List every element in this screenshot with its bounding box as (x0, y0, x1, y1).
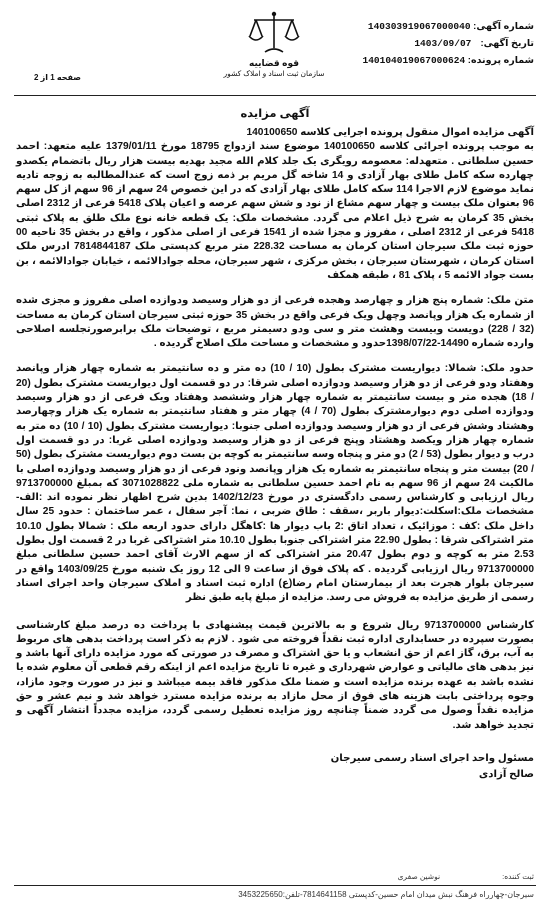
case-number-label: شماره پرونده: (467, 55, 534, 66)
notice-lead: آگهی مزایده اموال منقول پرونده اجرایی کلاسه 140100650 (246, 127, 534, 138)
case-number: 140104019067000624 (362, 55, 466, 66)
footer-registrar (16, 872, 534, 881)
scales-of-justice-icon (245, 10, 303, 56)
notice-paragraph-debtor: به موجب پرونده اجرائی کلاسه 140100650 موضوع سند ازدواج 18795 مورخ 1379/01/11 علیه متعهد: احمد حسین سلطانی . متعهدله: معصومه رویگری یک جلد کلام الله مجید بهدیه بیست هزار ریال باتضمام یکصدو چهارده سکه کامل طلای بهار آزادی و 14 شاخه گل مریم بر ذمه زوج است که عندالمطالبه به زوجه تادیه نماید موضوع لازم الاجرا 114 سکه کامل طلای بهار آزادی که در این خصوص 24 سهم از 96 سهم از کل سهم 96 بعنوان ملک بیست و چهار سهم مشاع از نود و شش سهم عرصه و اعیان پلاک 5418 فرعی از 2312 اصلی بخش 35 کرمان به شرح ذیل اعلام می گردد. مشخصات ملک: یک قطعه خانه نوع ملک طلق به پلاک ثبتی 5418 فرعی از 2312 اصلی ، مفروز و مجزا شده از 1541 فرعی از اصلی مذکور ، واقع در بخش 35 ناحیه 00 حوزه ثبت ملک سیرجان استان کرمان به مساحت 228.32 متر مربع کدپستی ملک 7814844187 ادرس ملک استان کرمان ، شهرستان سیرجان ، بخش مرکزی ، شهر سیرجان، محله جوادالائمه ، خیابان جوادالائمه ، بن بست جواد الائمه 5 ، پلاک 81 ، طبقه همکف (16, 141, 535, 281)
footer-address: سیرجان-چهارراه فرهنگ نبش میدان امام حسین-کدپستی 7814641158-تلفن:3453225650 (238, 890, 534, 899)
ad-date-row (319, 35, 534, 52)
ad-date-label: تاریخ آگهی: (480, 38, 534, 49)
signatory-name: صالح آزادی (478, 768, 534, 780)
org-subtitle: سازمان ثبت اسناد و املاک کشور (223, 69, 325, 78)
notice-paragraph-boundaries: حدود ملک: شمالا: دیواریست مشترک بطول (10 / 10) ده متر و ده سانتیمتر به شماره چهار هزار وپانصد وهفتاد ودو فرعی از دو هزار وسیصد ودوازده اصلی شرقا: در دو قسمت اول دیواریست مشترک بطول (20 / 18) هجده متر و بیست سانتیمتر به شماره چهار هزار وششصد وهفتاد ویک فرعی از دو هزار وسیصد ودوازده اصلی دوم دیوارمشترک بطول (70 / 4) چهار متر و هفتاد سانتیمتر به شماره یک هزار وچهارصد وهشتاد وشش فرعی از دو هزار وسیصد ودوازده اصلی جنوبا: دیواریست مشترک بطول (10 / 10) ده متر به شماره چهار هزار ویکصد وهشتاد وپنج فرعی از دو هزار وسیصد ودوازده اصلی غربا: در دو قسمت اول درب و دیوار بطول (53 / 2) دو متر و پنجاه وسه سانتیمتر به کوچه بن بست دوم دیواریست مشترک بطول (50 / 20) بیست متر و پنجاه سانتیمتر به شماره یک هزار وپانصد ونود فرعی از دو هزار وسیصد ودوازده اصلی با مالکیت 24 سهم از 96 سهم به نام احمد حسین سلطانی به شماره ملی 3071028822 که بمبلغ 9713700000 ریال ارزیابی و کارشناس رسمی دادگستری در مورخ 1402/12/23 بدین شرح اظهار نظر نموده اند :الف-مشخصات ملک:اسکلت:دیوار باربر ،سقف : طاق ضربی ، نما: آجر سفال ، عمر ساختمان : حدود 25 سال داخل ملک :کف : موزائیک ، تعداد اتاق :2 باب دیوار ها :کاهگل دارای حدود اربعه ملک : شمالا بطول 10.10 متر اشتراکی شرقا : بطول 22.90 متر اشتراکی جنوبا بطول 10.10 متر اشتراکی غربا در 2 قسمت اول بطول 2.53 متر به کوچه و دوم بطول 20.47 متر اشتراکی که از سهم الارث آقای احمد حسین سلطانی مبلغ 9713700000 ریال ارزیابی گردیده . که پلاک فوق از ساعت 9 الی 12 روز یک شنبه مورخ 1403/09/25 واقع در سیرجان بلوار هجرت بعد از بیمارستان امام رضا(ع) اداره ثبت اسناد و املاک سیرجان واحد اجرای اسناد رسمی از طریق مزایده به فروش می رسد. مزایده از مبلغ پایه طبق نظر (16, 363, 535, 604)
ad-number: 140303919067000040 (367, 21, 471, 32)
registrar-label: ثبت کننده: (502, 872, 534, 881)
ad-date: 1403/09/07 (414, 38, 472, 49)
notice-title: آگهی مزایده (240, 108, 310, 120)
ad-number-label: شماره آگهی: (473, 21, 534, 32)
notice-metadata (319, 18, 534, 69)
org-name: قوه قضاییه (248, 58, 299, 68)
notice-paragraph-terms: کارشناس 9713700000 ریال شروع و به بالاترین قیمت پیشنهادی با پرداخت ده درصد مبلغ کارشناسی بصورت سپرده در حسابداری اداره ثبت نقداً فروخته می شود . لازم به ذکر است پرداخت بدهی های مربوط به آب، برق، گاز اعم از حق انشعاب و یا حق اشتراک و مصرف در صورتی که مورد مزایده دارای آنها باشد و نیز بدهی های مالیاتی و عوارض شهرداری و غیره تا تاریخ مزایده اعم از اینکه رقم قطعی آن معلوم شده یا نشده باشد به عهده برنده مزایده است و ضمنا ملک مذکور فاقد بیمه میباشد و نیز در صورت وجود مازاد، وجوه پرداختی بابت هزینه های فوق از محل مازاد به برنده مزایده مسترد خواهد شد و نیم عشر و حق مزایده نقداً وصول می گردد ضمناً چنانچه روز مزایده تعطیل رسمی گردد، مزایده مجدداً انتشار آگهی و تجدید خواهد شد. (16, 619, 535, 731)
footer-divider (14, 885, 536, 886)
notice-body (16, 126, 534, 783)
ad-number-row (319, 18, 534, 35)
page-number: صفحه 1 از 2 (34, 73, 82, 82)
signature-block (16, 751, 534, 783)
registrar-name: نوشین صفری (397, 872, 441, 881)
signatory-title: مسئول واحد اجرای اسناد رسمی سیرجان (330, 752, 534, 764)
header-divider (14, 95, 536, 96)
judiciary-emblem (223, 10, 325, 79)
case-number-row (319, 52, 534, 69)
notice-paragraph-deed-text: متن ملک: شماره پنج هزار و چهارصد وهجده فرعی از دو هزار وسیصد ودوازده اصلی مفروز و مجزی شده از شماره یک هزار وپانصد وچهل ویک فرعی واقع در بخش 35 حوزه ثبتی سیرجان استان کرمان به مساحت (32 / 228) دویست وبیست وهشت متر و سی ودو دسیمتر مربع ، توضیحات ملک برابرصورتجلسه اصلاحی وارده شماره 14490-1398/07/22حدود و مشخصات و مساحت ملک اصلاح گردیده . (16, 295, 535, 350)
